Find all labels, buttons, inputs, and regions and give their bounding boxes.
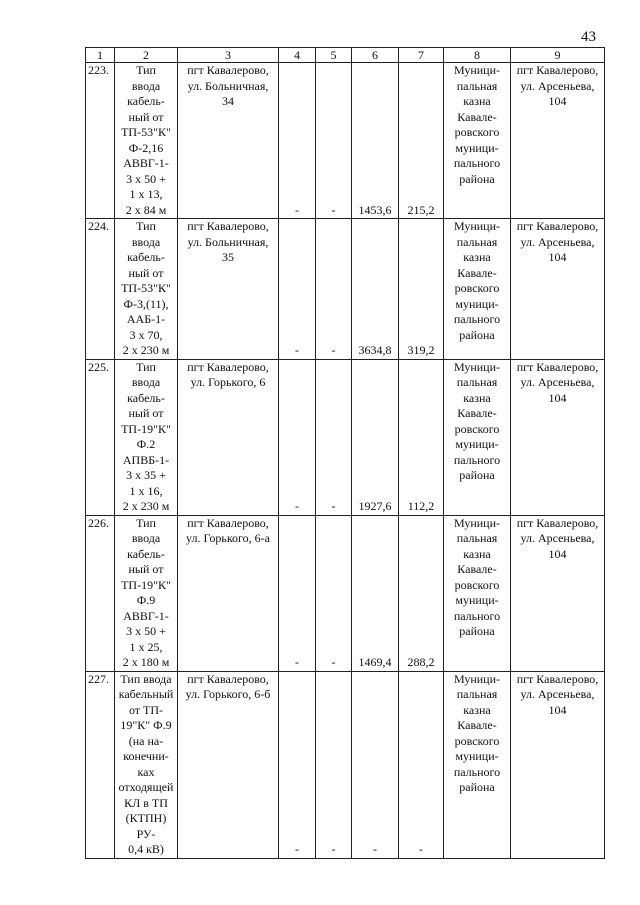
col5-value: - — [316, 219, 352, 360]
row-number: 224. — [86, 219, 115, 360]
object-address: пгт Кавалерово, ул. Горького, 6 — [178, 359, 279, 515]
col-header: 2 — [115, 48, 178, 63]
table-row — [86, 359, 605, 515]
owner: Муници- пальная казна Кавале- ровского муници- пального района — [444, 63, 511, 219]
col6-value: 1927,6 — [352, 359, 399, 515]
object-address: пгт Кавалерово, ул. Больничная, 35 — [178, 219, 279, 360]
table-row — [86, 515, 605, 671]
object-address: пгт Кавалерово, ул. Горького, 6-а — [178, 515, 279, 671]
object-name: Тип ввода кабель- ный от ТП-19"К" Ф.2 АПВБ-1- 3 х 35 + 1 х 16, 2 х 230 м — [115, 359, 178, 515]
row-number: 227. — [86, 671, 115, 858]
col5-value: - — [316, 671, 352, 858]
col-header: 1 — [86, 48, 115, 63]
location: пгт Кавалерово, ул. Арсеньева, 104 — [511, 515, 605, 671]
object-name: Тип ввода кабель- ный от ТП-19"К" Ф.9 АВВГ-1- 3 х 50 + 1 х 25, 2 х 180 м — [115, 515, 178, 671]
object-name: Тип ввода кабель- ный от ТП-53"К" Ф-3,(11), ААБ-1- 3 х 70, 2 х 230 м — [115, 219, 178, 360]
col-header: 7 — [399, 48, 444, 63]
table-row — [86, 63, 605, 219]
col7-value: 215,2 — [399, 63, 444, 219]
col-header: 3 — [178, 48, 279, 63]
col6-value: 3634,8 — [352, 219, 399, 360]
object-name: Тип ввода кабельный от ТП- 19"К" Ф.9 (на на- конечни- ках отходящей КЛ в ТП (КТПН) РУ- 0,4 кВ) — [115, 671, 178, 858]
col5-value: - — [316, 515, 352, 671]
col4-value: - — [279, 515, 316, 671]
col6-value: - — [352, 671, 399, 858]
col-header: 6 — [352, 48, 399, 63]
col-header: 9 — [511, 48, 605, 63]
col-header: 5 — [316, 48, 352, 63]
location: пгт Кавалерово, ул. Арсеньева, 104 — [511, 63, 605, 219]
row-number: 226. — [86, 515, 115, 671]
header-row — [86, 48, 605, 63]
col5-value: - — [316, 63, 352, 219]
object-address: пгт Кавалерово, ул. Горького, 6-б — [178, 671, 279, 858]
col4-value: - — [279, 63, 316, 219]
col4-value: - — [279, 219, 316, 360]
location: пгт Кавалерово, ул. Арсеньева, 104 — [511, 359, 605, 515]
page-number: 43 — [581, 29, 596, 45]
row-number: 223. — [86, 63, 115, 219]
owner: Муници- пальная казна Кавале- ровского муници- пального района — [444, 671, 511, 858]
object-address: пгт Кавалерово, ул. Больничная, 34 — [178, 63, 279, 219]
col7-value: - — [399, 671, 444, 858]
owner: Муници- пальная казна Кавале- ровского муници- пального района — [444, 359, 511, 515]
col6-value: 1469,4 — [352, 515, 399, 671]
owner: Муници- пальная казна Кавале- ровского муници- пального района — [444, 219, 511, 360]
col4-value: - — [279, 359, 316, 515]
col7-value: 288,2 — [399, 515, 444, 671]
row-number: 225. — [86, 359, 115, 515]
col-header: 4 — [279, 48, 316, 63]
table-row — [86, 219, 605, 360]
col7-value: 319,2 — [399, 219, 444, 360]
col4-value: - — [279, 671, 316, 858]
object-name: Тип ввода кабель- ный от ТП-53"К" Ф-2,16 АВВГ-1- 3 х 50 + 1 х 13, 2 х 84 м — [115, 63, 178, 219]
table-row — [86, 671, 605, 858]
owner: Муници- пальная казна Кавале- ровского муници- пального района — [444, 515, 511, 671]
location: пгт Кавалерово, ул. Арсеньева, 104 — [511, 671, 605, 858]
col6-value: 1453,6 — [352, 63, 399, 219]
location: пгт Кавалерово, ул. Арсеньева, 104 — [511, 219, 605, 360]
col7-value: 112,2 — [399, 359, 444, 515]
col5-value: - — [316, 359, 352, 515]
property-table — [85, 47, 605, 859]
col-header: 8 — [444, 48, 511, 63]
